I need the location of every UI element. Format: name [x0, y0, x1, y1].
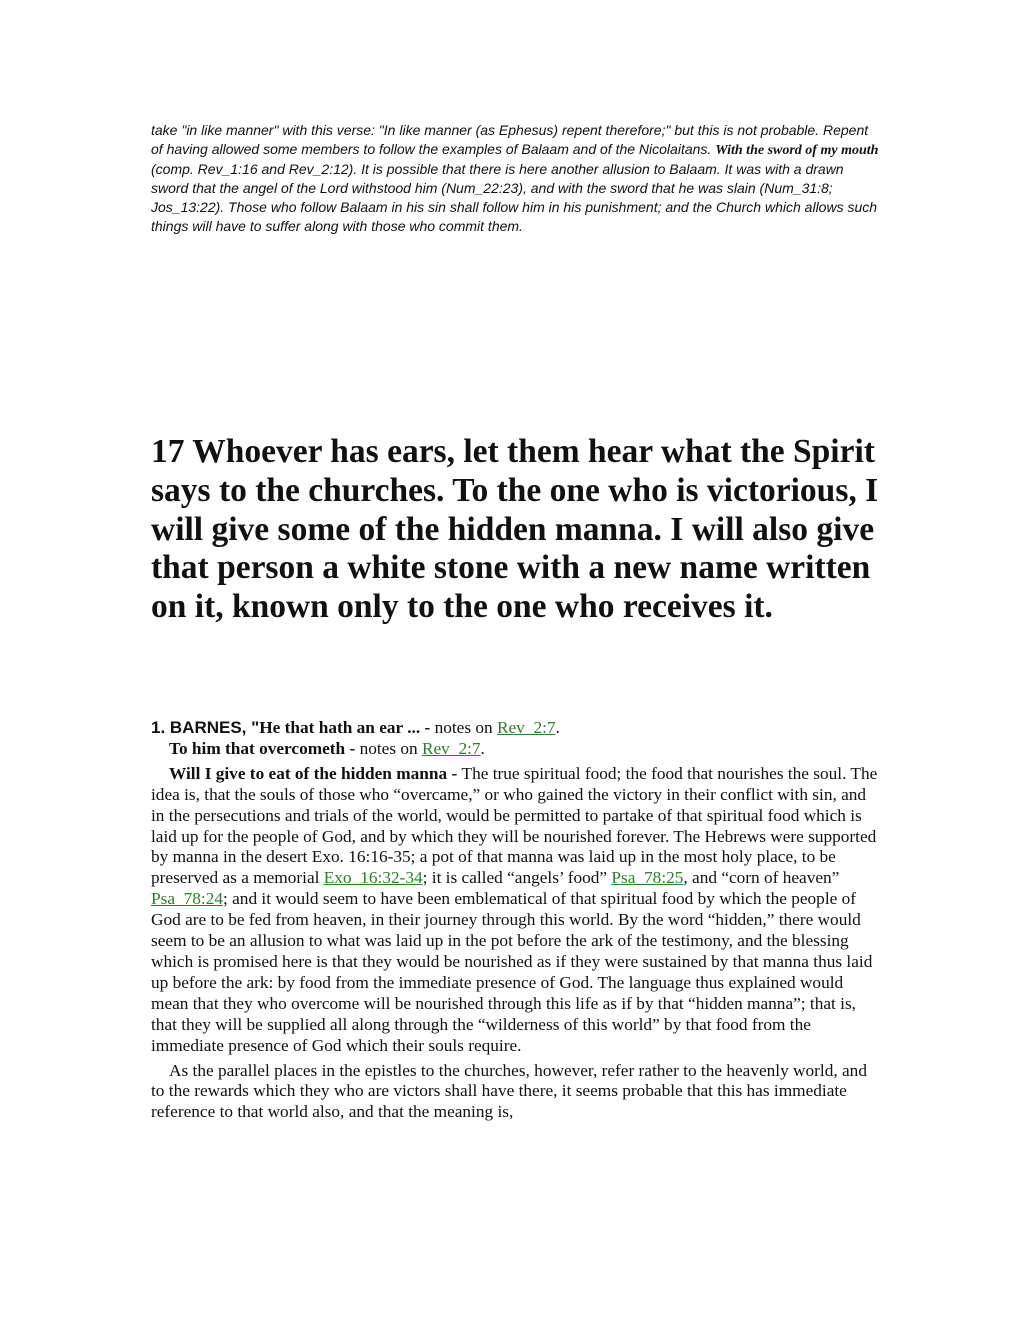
ref-link-psa-78-24[interactable]: Psa_78:24 — [151, 889, 224, 909]
barnes-p3-a: The true spiritual food; the food that nourishes the soul. The idea is, that the souls of those who “overcame,” or who gained the victory in their conflict with sin, and in the persecutions and trials of the world, would be permitted to partake of that spiritual food which is laid up for the people of God, and by which they will be nourished forever. The Hebrews were supported by manna in the desert Exo. 16:16-35; a pot of that manna was laid up in the most holy place, to be preserved as a memorial — [151, 763, 878, 888]
barnes-line1-bold: He that hath an ear ... - — [259, 718, 435, 737]
barnes-p3-b: ; it is called “angels’ food” — [422, 868, 612, 888]
barnes-paragraph-parallel: As the parallel places in the epistles to the churches, however, refer rather to the heavenly world, and to the rewards which they who are victors shall have there, it seems probable that this has immediate reference to that world also, and that the meaning is, — [151, 1060, 867, 1122]
verse-heading: 17 Whoever has ears, let them hear what the Spirit says to the churches. To the one who is victorious, I will give some of the hidden manna. I will also give that person a white stone with a new name written on it, known only to the one who receives it. — [151, 433, 879, 626]
intro-paragraph — [151, 121, 881, 237]
barnes-line2-text: notes on — [359, 738, 422, 758]
barnes-line2-end: . — [480, 738, 485, 758]
barnes-paragraph-manna — [151, 764, 881, 1057]
ref-link-rev-2-7-a[interactable]: Rev_2:7 — [496, 718, 556, 737]
barnes-commentary — [151, 718, 881, 1123]
ref-link-psa-78-25[interactable]: Psa_78:25 — [611, 868, 684, 888]
intro-text-2: (comp. Rev_1:16 and Rev_2:12). It is possible that there is here another allusion to Balaam. It was with a drawn sword that the angel of the Lord withstood him (Num_22:23), and with the sword that he was slain (Num_31:8; Jos_13:22). Those who follow Balaam in his sin shall follow him in his punishment; and the Church which allows such things will have to suffer along with those who commit them. — [151, 161, 878, 235]
intro-text-1: take "in like manner" with this verse: "In like manner (as Ephesus) repent therefore;" but this is not probable. Repent of having allowed some members to follow the examples of Balaam and of the Nicolaitans. — [151, 122, 869, 158]
barnes-line-1 — [151, 718, 881, 739]
barnes-line-2 — [151, 739, 881, 760]
barnes-label: 1. BARNES, " — [151, 718, 260, 737]
barnes-line1-text: notes on — [434, 718, 497, 737]
barnes-line2-bold: To him that overcometh - — [169, 738, 360, 758]
ref-link-rev-2-7-b[interactable]: Rev_2:7 — [421, 738, 481, 758]
barnes-p3-bold: Will I give to eat of the hidden manna - — [169, 763, 462, 783]
barnes-line1-end: . — [555, 718, 560, 737]
ref-link-exo-16-32-34[interactable]: Exo_16:32-34 — [323, 868, 423, 888]
barnes-p3-c: , and “corn of heaven” — [683, 868, 840, 888]
barnes-p3-d: ; and it would seem to have been emblematical of that spiritual food by which the people of God are to be fed from heaven, in their journey through this world. By the word “hidden,” there would seem to be an allusion to what was laid up in the pot before the ark of the testimony, and the blessing which is promised here is that they would be nourished as if they were sustained by that manna thus laid up before the ark: by food from the immediate presence of God. The language thus explained would mean that they who overcome will be nourished through this life as if by that “hidden manna”; that is, that they will be supplied all along through the “wilderness of this world” by that food from the immediate presence of God which their souls require. — [151, 889, 873, 1055]
intro-bold-phrase: With the sword of my mouth — [715, 143, 879, 159]
